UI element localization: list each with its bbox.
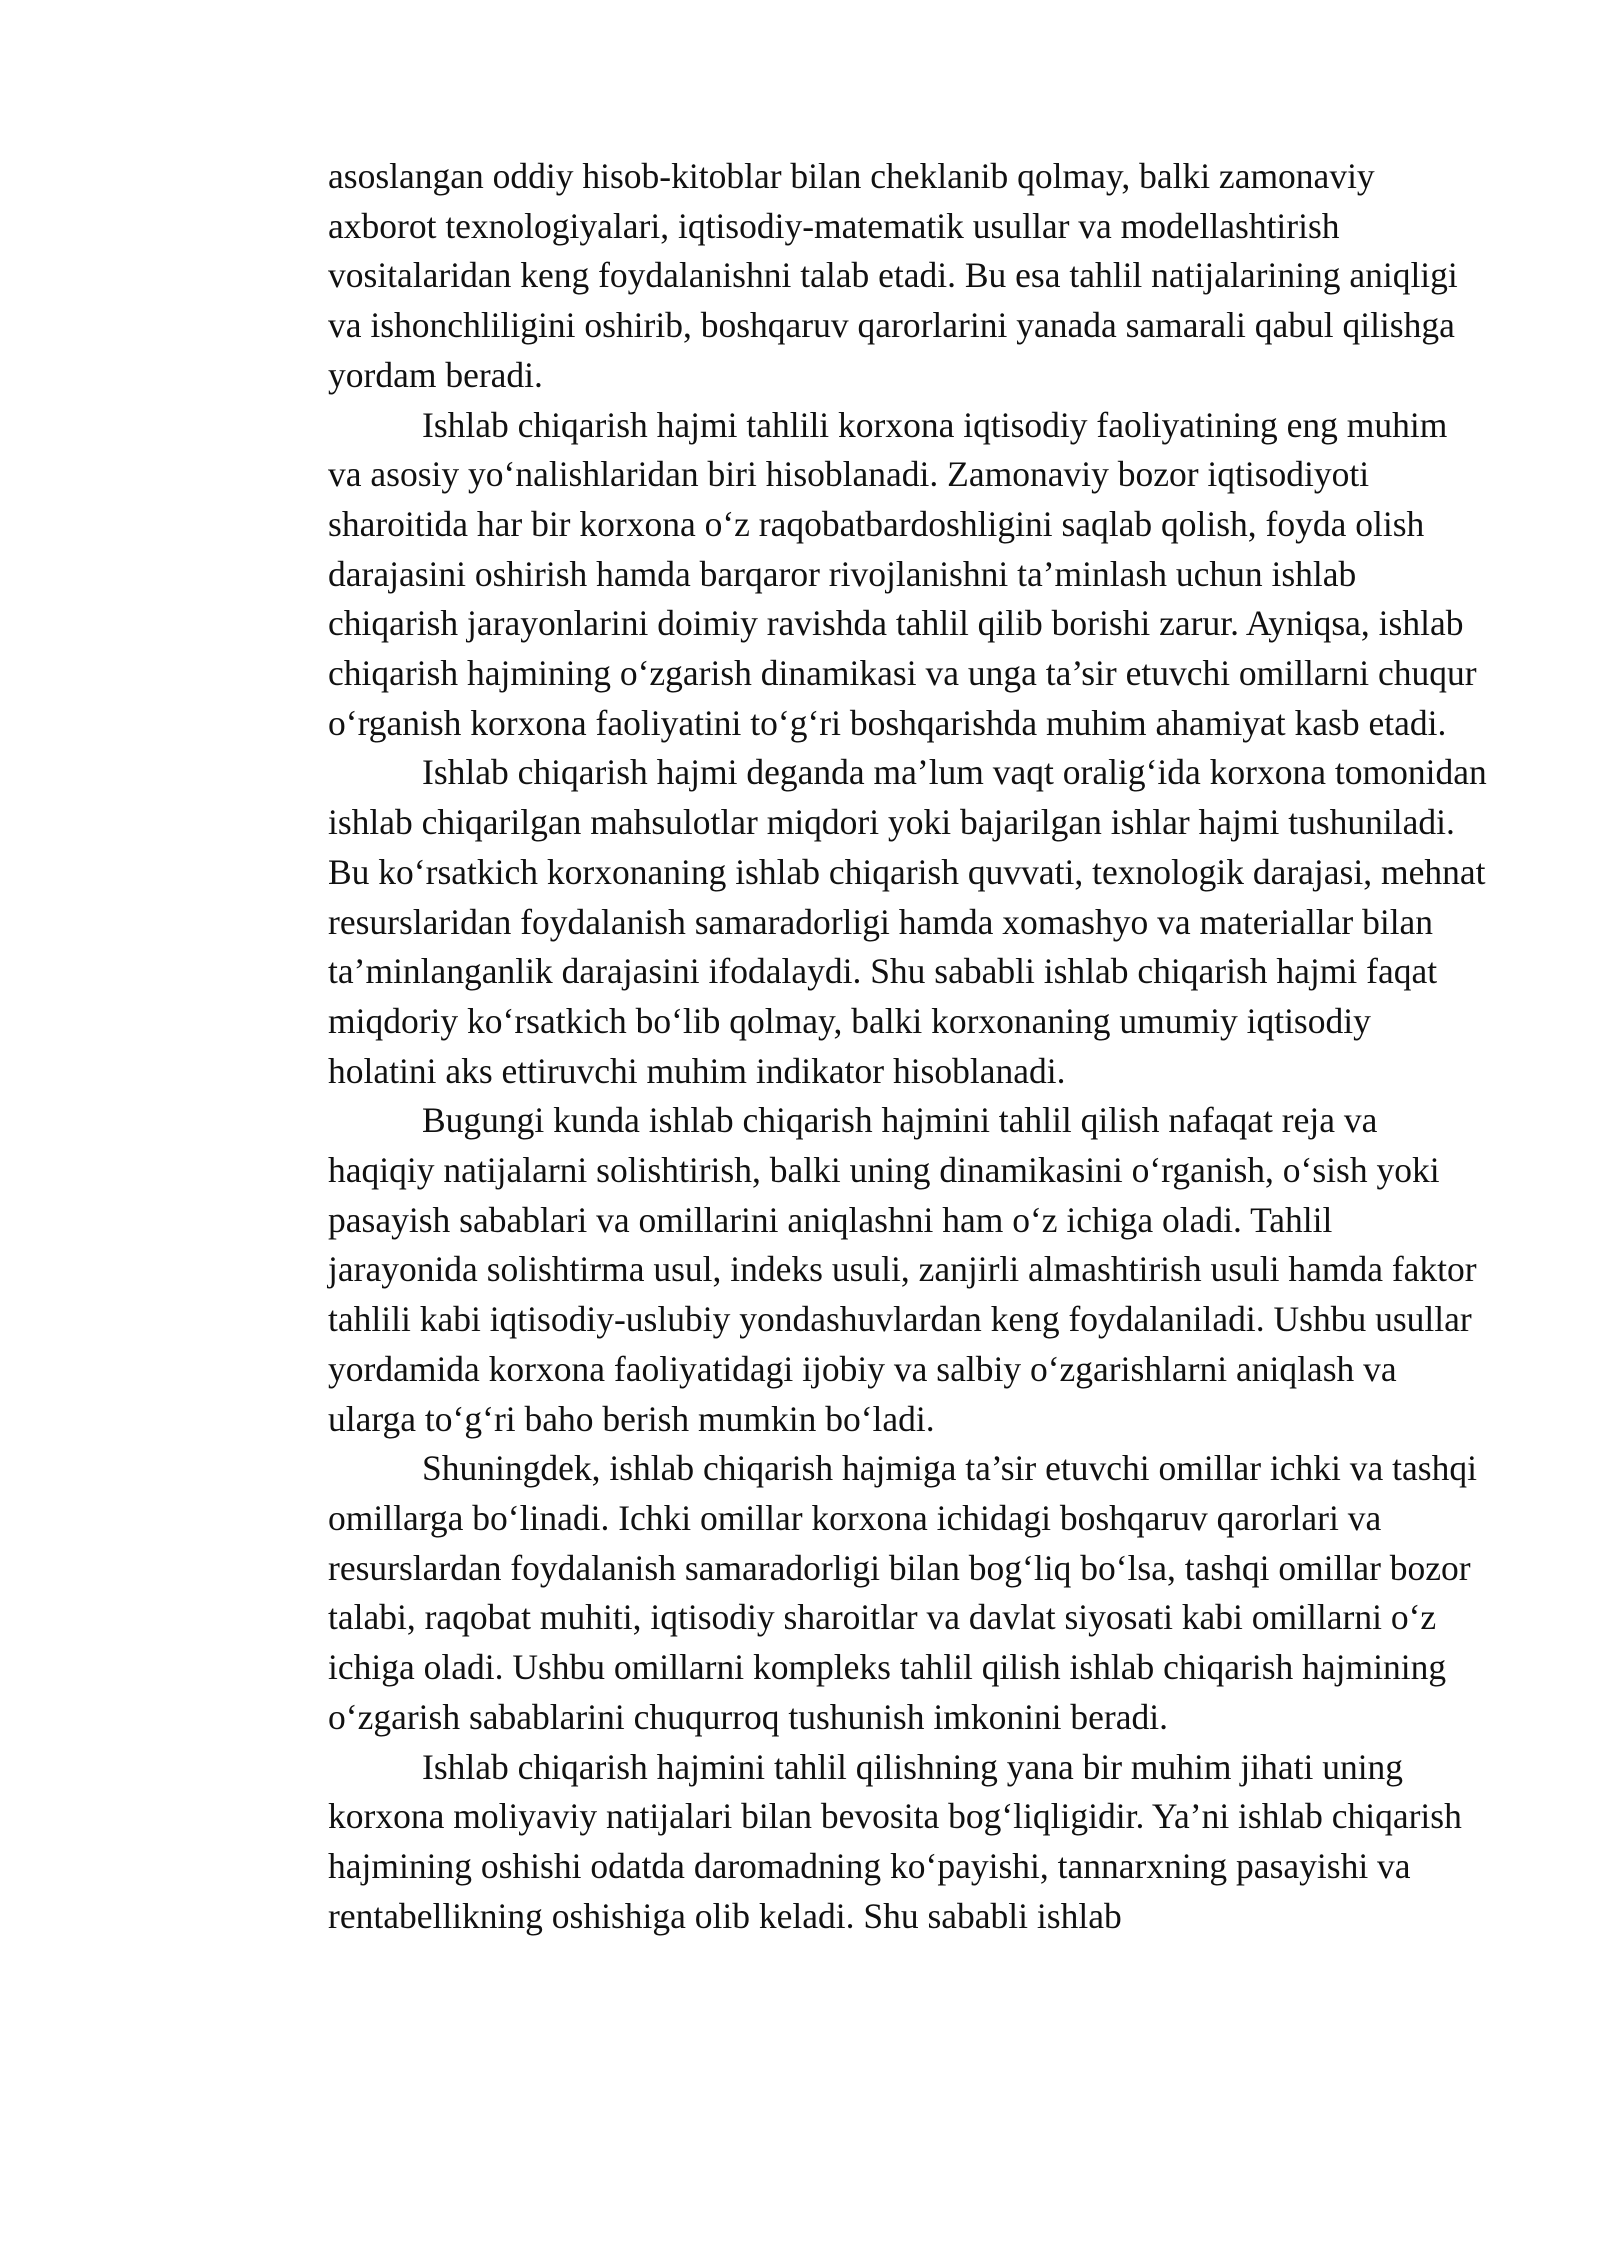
document-page bbox=[328, 152, 1488, 1941]
paragraph-1: asoslangan oddiy hisob-kitoblar bilan cheklanib qolmay, balki zamonaviy axborot texnologiyalari, iqtisodiy-matematik usullar va modellashtirish vositalaridan keng foydalanishni talab etadi. Bu esa tahlil natijalarining aniqligi va ishonchliligini oshirib, boshqaruv qarorlarini yanada samarali qabul qilishga yordam beradi. bbox=[328, 156, 1458, 395]
paragraph-6: Ishlab chiqarish hajmini tahlil qilishning yana bir muhim jihati uning korxona moliyaviy natijalari bilan bevosita bog‘liqligidir. Ya’ni ishlab chiqarish hajmining oshishi odatda daromadning ko‘payishi, tannarxning pasayishi va rentabellikning oshishiga olib keladi. Shu sababli ishlab bbox=[328, 1746, 1462, 1936]
paragraph-4: Bugungi kunda ishlab chiqarish hajmini tahlil qilish nafaqat reja va haqiqiy natijalarni solishtirish, balki uning dinamikasini o‘rganish, o‘sish yoki pasayish sabablari va omillarini aniqlashni ham o‘z ichiga oladi. Tahlil jarayonida solishtirma usul, indeks usuli, zanjirli almashtirish usuli hamda faktor tahlili kabi iqtisodiy-uslubiy yondashuvlardan keng foydalaniladi. Ushbu usullar yordamida korxona faoliyatidagi ijobiy va salbiy o‘zgarishlarni aniqlash va ularga to‘g‘ri baho berish mumkin bo‘ladi. bbox=[328, 1100, 1477, 1439]
paragraph-2: Ishlab chiqarish hajmi tahlili korxona iqtisodiy faoliyatining eng muhim va asosiy yo‘nalishlaridan biri hisoblanadi. Zamonaviy bozor iqtisodiyoti sharoitida har bir korxona o‘z raqobatbardoshligini saqlab qolish, foyda olish darajasini oshirish hamda barqaror rivojlanishni ta’minlash uchun ishlab chiqarish jarayonlarini doimiy ravishda tahlil qilib borishi zarur. Ayniqsa, ishlab chiqarish hajmining o‘zgarish dinamikasi va unga ta’sir etuvchi omillarni chuqur o‘rganish korxona faoliyatini to‘g‘ri boshqarishda muhim ahamiyat kasb etadi. bbox=[328, 404, 1477, 743]
paragraph-3: Ishlab chiqarish hajmi deganda ma’lum vaqt oralig‘ida korxona tomonidan ishlab chiqarilgan mahsulotlar miqdori yoki bajarilgan ishlar hajmi tushuniladi. Bu ko‘rsatkich korxonaning ishlab chiqarish quvvati, texnologik darajasi, mehnat resurslaridan foydalanish samaradorligi hamda xomashyo va materiallar bilan ta’minlanganlik darajasini ifodalaydi. Shu sababli ishlab chiqarish hajmi faqat miqdoriy ko‘rsatkich bo‘lib qolmay, balki korxonaning umumiy iqtisodiy holatini aks ettiruvchi muhim indikator hisoblanadi. bbox=[328, 752, 1487, 1091]
paragraph-5: Shuningdek, ishlab chiqarish hajmiga ta’sir etuvchi omillar ichki va tashqi omillarga bo‘linadi. Ichki omillar korxona ichidagi boshqaruv qarorlari va resurslardan foydalanish samaradorligi bilan bog‘liq bo‘lsa, tashqi omillar bozor talabi, raqobat muhiti, iqtisodiy sharoitlar va davlat siyosati kabi omillarni o‘z ichiga oladi. Ushbu omillarni kompleks tahlil qilish ishlab chiqarish hajmining o‘zgarish sabablarini chuqurroq tushunish imkonini beradi. bbox=[328, 1448, 1477, 1737]
